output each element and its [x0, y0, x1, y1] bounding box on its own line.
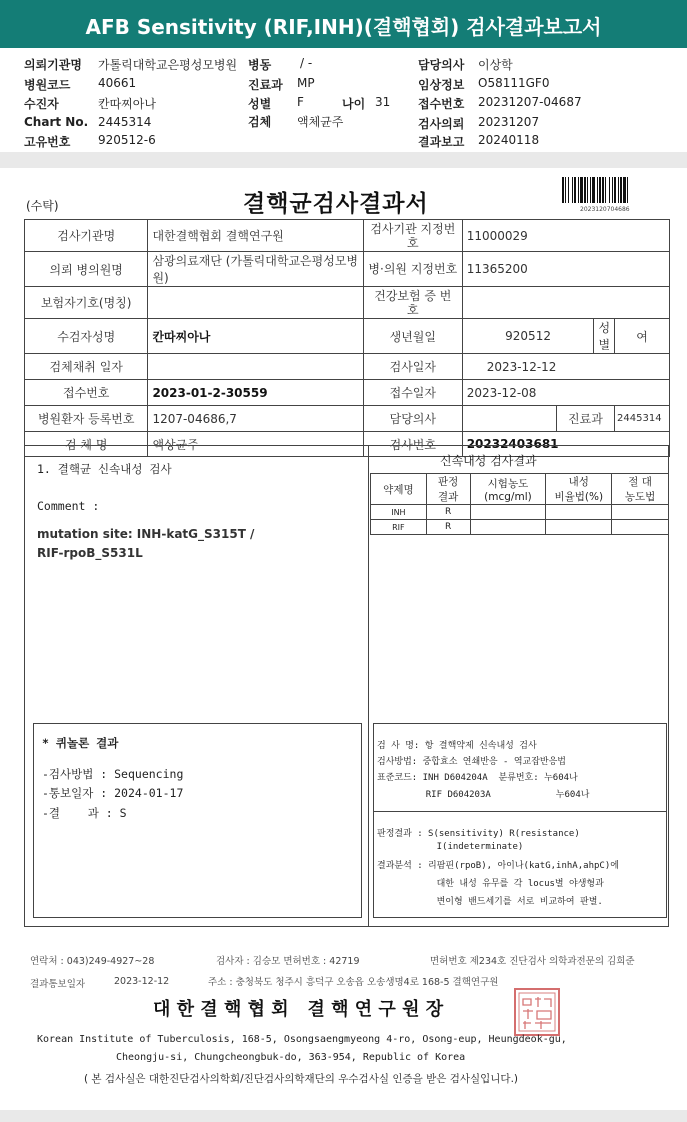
unique-value: 920512-6: [98, 133, 156, 147]
rapid-result-title: 신속내성 검사결과: [440, 454, 537, 468]
recipient-label: 수진자: [24, 97, 59, 111]
report-header: [0, 0, 687, 48]
address-en-line-1: Korean Institute of Tuberculosis, 168-5, Osongsaengmyeong 4-ro, Osong-eup, Heungdeok-gu,: [37, 1034, 567, 1045]
inst-value: 가톨릭대학교은평성모병원: [98, 58, 238, 72]
barcode-bar: [602, 177, 604, 203]
hosp-id-label: 병·의원 지정번호: [363, 252, 462, 287]
recv-no-value: 2023-01-2-30559: [148, 380, 364, 406]
chart-label: Chart No.: [24, 115, 89, 129]
barcode-bar: [580, 177, 583, 203]
organization-name: 대 한 결 핵 협 회 결 핵 연 구 원 장: [153, 999, 444, 1020]
specimen-label: 검체: [248, 115, 272, 129]
dept-value: MP: [297, 76, 315, 90]
method-line-3: 표준코드: INH D604204A 분류번호: 누604나: [377, 773, 578, 783]
accession-label: 접수번호: [418, 97, 465, 111]
address-en-line-2: Cheongju-si, Chungcheongbuk-do, 363-954, Republic of Korea: [116, 1052, 466, 1063]
sex-value-cell: 여: [615, 319, 670, 354]
report-info-table: [24, 219, 670, 457]
lab-name-label: 검사기관명: [25, 220, 148, 252]
tester-info: 검사자 : 김승모 면허번호 : 42719: [216, 956, 360, 967]
barcode-bar: [562, 177, 564, 203]
ward-label: 병동: [248, 58, 272, 72]
method-line-5: 판정결과 : S(sensitivity) R(resistance): [377, 829, 580, 839]
barcode-bar: [574, 177, 576, 203]
req-hosp-label: 의뢰 병의원명: [25, 252, 148, 287]
report-date-value: 20240118: [478, 133, 540, 147]
barcode-bar: [592, 177, 595, 203]
result-cell: R: [426, 520, 470, 535]
col-absolute-header: 절 대 농도법: [612, 474, 669, 505]
hosp-id-value: 11365200: [462, 252, 669, 287]
result-cell: R: [426, 505, 470, 520]
accession-value: 20231207-04687: [478, 95, 582, 109]
barcode-bar: [597, 177, 598, 203]
name-label: 수검자성명: [25, 319, 148, 354]
barcode-bar: [584, 177, 586, 203]
dob-label: 생년월일: [363, 319, 462, 354]
test-no-label: 검사번호: [363, 432, 462, 457]
doctor-value: 이상학: [478, 58, 513, 72]
barcode-bar: [614, 177, 616, 203]
req-hosp-value: 삼광의료재단 (가톨릭대학교은평성모병원): [148, 252, 364, 287]
lab-id-label: 검사기관 지정번호: [363, 220, 462, 252]
hosp-code-label: 병원코드: [24, 78, 71, 92]
insured-label: 보험자기호(명칭): [25, 287, 148, 319]
hosp-pt-label: 병원환자 등록번호: [25, 406, 148, 432]
method-line-2: 검사방법: 중합효소 연쇄반응 - 역교잡반응법: [377, 757, 567, 767]
barcode-bar: [605, 177, 606, 203]
recv-date-value: 2023-12-08: [462, 380, 669, 406]
mutation-line-1: mutation site: INH-katG_S315T /: [37, 527, 255, 541]
dept-label-cell: 진료과: [556, 406, 614, 432]
doc-label: 담당의사: [363, 406, 462, 432]
request-label: 검사의뢰: [418, 117, 465, 131]
barcode-number: 2023120704686: [580, 206, 630, 213]
empty-cell: [546, 505, 612, 520]
ins-id-label: 건강보험 증 번 호: [363, 287, 462, 319]
age-value: 31: [375, 95, 391, 109]
bottom-band: [0, 1110, 687, 1122]
chart-value: 2445314: [98, 115, 152, 129]
ward-value: / -: [300, 56, 313, 70]
spec-value: 액상균주: [148, 432, 364, 457]
name-value: 칸따찌아나: [148, 319, 364, 354]
hosp-code-value: 40661: [98, 76, 137, 90]
barcode-bar: [568, 177, 569, 203]
barcode-bar: [578, 177, 579, 203]
barcode-bar: [618, 177, 619, 203]
barcode-bars: [562, 177, 664, 203]
lab-id-value: 11000029: [462, 220, 669, 252]
col-ratio-header: 내성 비율법(%): [546, 474, 612, 505]
table-row: [371, 520, 669, 535]
empty-cell: [546, 520, 612, 535]
drug-cell: INH: [371, 505, 427, 520]
age-label: 나이: [342, 97, 366, 111]
document-title: 결핵균검사결과서: [243, 191, 429, 217]
quinolone-method: -검사방법 : Sequencing: [42, 767, 184, 781]
method-line-7: 결과분석 : 리팜핀(rpoB), 아이나(katG,inhA,ahpC)에: [377, 861, 619, 871]
col-result-header: 판정 결과: [426, 474, 470, 505]
quinolone-notify: -통보일자 : 2024-01-17: [42, 786, 184, 800]
barcode: [562, 177, 664, 205]
certification-note: ( 본 검사실은 대한진단검사의학회/진단검사의학재단의 우수검사실 인증을 받은 검사실입니다.): [84, 1073, 519, 1085]
consign-label: (수탁): [26, 199, 59, 213]
drug-cell: RIF: [371, 520, 427, 535]
method-line-4: RIF D604203A 누604나: [377, 790, 590, 800]
barcode-bar: [623, 177, 626, 203]
license-info: 면허번호 제234호 진단검사 의학과전문의 김희준: [430, 956, 635, 967]
recipient-value: 칸따찌아나: [98, 97, 156, 111]
test-date-value: 2023-12-12: [462, 354, 669, 380]
dept-label: 진료과: [248, 78, 283, 92]
notify-date-value: 2023-12-12: [114, 976, 170, 987]
quinolone-result: -결 과 : S: [42, 806, 127, 820]
clinical-label: 임상정보: [418, 78, 465, 92]
comment-label: Comment :: [37, 499, 100, 513]
collect-value: [148, 354, 364, 380]
barcode-bar: [590, 177, 591, 203]
hosp-pt-value: 1207-04686,7: [148, 406, 364, 432]
contact-info: 연락처 : 043)249-4927~28: [30, 956, 155, 967]
sex-value: F: [297, 95, 304, 109]
method-line-6: I(indeterminate): [377, 842, 524, 852]
official-seal: [513, 987, 561, 1037]
collect-label: 검체채취 일자: [25, 354, 148, 380]
quinolone-heading: * 퀴놀론 결과: [42, 736, 119, 750]
unique-label: 고유번호: [24, 135, 71, 149]
barcode-bar: [609, 177, 610, 203]
report-header-title: AFB Sensitivity (RIF,INH)(결핵협회) 검사결과보고서: [85, 15, 602, 39]
mutation-line-2: RIF-rpoB_S531L: [37, 546, 143, 560]
rapid-result-table: [370, 473, 669, 535]
barcode-bar: [599, 177, 601, 203]
method-divider: [373, 811, 667, 812]
empty-cell: [612, 505, 669, 520]
barcode-bar: [587, 177, 588, 203]
separator-band: [0, 152, 687, 168]
empty-cell: [470, 505, 546, 520]
lab-name-value: 대한결핵협회 결핵연구원: [148, 220, 364, 252]
col-conc-header: 시험농도 (mcg/ml): [470, 474, 546, 505]
doc-value: [462, 406, 556, 432]
method-line-8: 대한 내성 유무를 각 locus별 야생형과: [377, 879, 604, 889]
method-line-9: 변이형 밴드세기를 서로 비교하여 판별.: [377, 897, 603, 907]
test-date-label: 검사일자: [363, 354, 462, 380]
barcode-bar: [620, 177, 622, 203]
spec-label: 검 체 명: [25, 432, 148, 457]
barcode-bar: [572, 177, 573, 203]
empty-cell: [612, 520, 669, 535]
recv-no-label: 접수번호: [25, 380, 148, 406]
recv-date-label: 접수일자: [363, 380, 462, 406]
request-value: 20231207: [478, 115, 540, 129]
seal-graphic: [513, 987, 561, 1037]
barcode-bar: [612, 177, 613, 203]
barcode-bar: [627, 177, 628, 203]
doctor-label: 담당의사: [418, 58, 465, 72]
method-line-1: 검 사 명: 항 결핵약제 신속내성 검사: [377, 741, 537, 751]
insured-value: [148, 287, 364, 319]
barcode-bar: [565, 177, 566, 203]
empty-cell: [470, 520, 546, 535]
dob-value: 920512: [462, 319, 594, 354]
results-divider: [368, 445, 369, 927]
report-date-label: 결과보고: [418, 135, 465, 149]
test-no-value: 20232403681: [462, 432, 669, 457]
table-row: [371, 505, 669, 520]
inst-label: 의뢰기관명: [24, 58, 82, 72]
rapid-test-heading: 1. 결핵균 신속내성 검사: [37, 462, 172, 476]
col-drug-header: 약제명: [371, 474, 427, 505]
clinical-value: O58111GF0: [478, 76, 550, 90]
sex-label: 성별: [248, 97, 272, 111]
sex-label-cell: 성별: [594, 319, 615, 354]
address-kr: 주소 : 충청북도 청주시 흥덕구 오송읍 오송생명4로 168-5 결핵연구원: [208, 977, 499, 988]
ins-id-value: [462, 287, 669, 319]
dept-value-cell: 2445314: [615, 406, 670, 432]
specimen-value: 액체균주: [297, 115, 344, 129]
notify-date-label: 결과통보일자: [30, 979, 86, 990]
